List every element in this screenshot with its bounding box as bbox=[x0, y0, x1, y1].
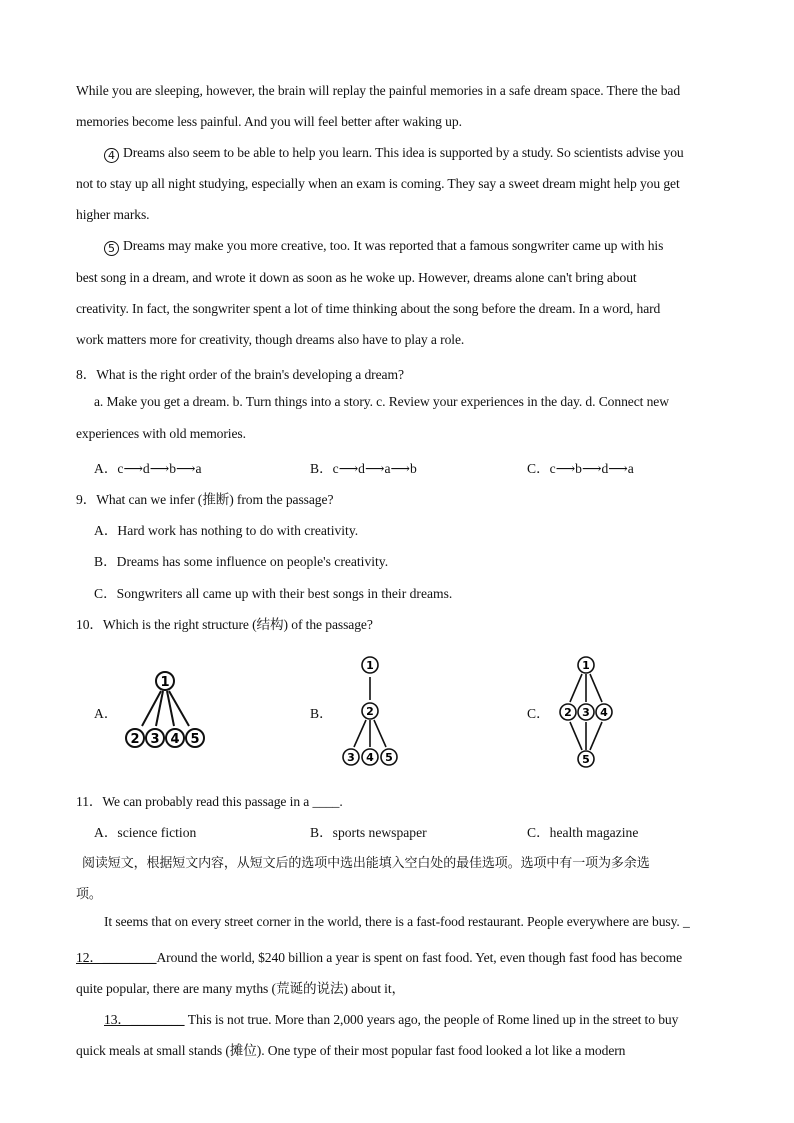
passage-line: It seems that on every street corner in the world, there is a fast-food restaurant. People everywhere are busy. _ bbox=[104, 914, 690, 929]
diagram-node-2: 2 bbox=[564, 706, 572, 719]
diagram-node-3: 3 bbox=[347, 751, 355, 764]
passage-text: Dreams may make you more creative, too. It was reported that a famous songwriter came up with his bbox=[123, 238, 664, 253]
option-10b[interactable]: B． bbox=[310, 706, 333, 721]
diagram-node-1: 1 bbox=[160, 675, 170, 690]
structure-diagram-b bbox=[335, 653, 410, 771]
section-instructions: 阅读短文，根据短文内容，从短文后的选项中选出能填入空白处的最佳选项。选项中有一项为多余选 bbox=[82, 856, 650, 871]
diagram-node-1: 1 bbox=[366, 659, 374, 672]
blank-13[interactable]: 13．________ bbox=[104, 1012, 185, 1027]
diagram-node-5: 5 bbox=[582, 753, 590, 766]
option-8b[interactable]: B．c⟶d⟶a⟶b bbox=[310, 461, 417, 476]
passage-line bbox=[76, 946, 682, 966]
question-10-stem: 10．Which is the right structure (结构) of the passage? bbox=[76, 617, 373, 632]
option-10c[interactable]: C． bbox=[527, 706, 550, 721]
question-8-info: a. Make you get a dream. b. Turn things into a story. c. Review your experiences in the day. d. Connect new bbox=[94, 394, 669, 409]
section-instructions: 项。 bbox=[76, 887, 102, 902]
passage-line: work matters more for creativity, though dreams also have to play a role. bbox=[76, 332, 465, 347]
passage-line: memories become less painful. And you will feel better after waking up. bbox=[76, 114, 462, 129]
option-10a[interactable]: A． bbox=[94, 706, 118, 721]
structure-diagram-a bbox=[118, 664, 213, 754]
question-11-stem: 11．We can probably read this passage in a ____. bbox=[76, 794, 343, 809]
passage-line: higher marks. bbox=[76, 207, 150, 222]
diagram-node-4: 4 bbox=[366, 751, 374, 764]
passage-line: quick meals at small stands (摊位). One type of their most popular fast food looked a lot like a modern bbox=[76, 1043, 626, 1058]
blank-12[interactable]: 12．________ bbox=[76, 950, 157, 965]
option-11b[interactable]: B．sports newspaper bbox=[310, 825, 427, 840]
passage-line: quite popular, there are many myths (荒诞的说法) about it， bbox=[76, 981, 406, 996]
structure-diagram-c bbox=[555, 653, 620, 771]
passage-line: not to stay up all night studying, especially when an exam is coming. They say a sweet dream might help you get bbox=[76, 176, 680, 191]
diagram-node-5: 5 bbox=[385, 751, 393, 764]
passage-line: creativity. In fact, the songwriter spent a lot of time thinking about the song before the dream. In a word, hard bbox=[76, 301, 661, 316]
option-9c[interactable]: C．Songwriters all came up with their best songs in their dreams. bbox=[94, 586, 453, 601]
diagram-node-3: 3 bbox=[582, 706, 590, 719]
question-8-stem: 8．What is the right order of the brain's developing a dream? bbox=[76, 367, 404, 382]
circled-number-5: 5 bbox=[104, 241, 119, 256]
diagram-node-3: 3 bbox=[150, 732, 160, 747]
diagram-node-5: 5 bbox=[190, 732, 200, 747]
diagram-node-2: 2 bbox=[130, 732, 140, 747]
diagram-node-1: 1 bbox=[582, 659, 590, 672]
passage-line: best song in a dream, and wrote it down as soon as he woke up. However, dreams alone can't bring about bbox=[76, 270, 637, 285]
passage-text: This is not true. More than 2,000 years ago, the people of Rome lined up in the street to buy bbox=[187, 1012, 679, 1027]
diagram-node-4: 4 bbox=[600, 706, 608, 719]
option-11c[interactable]: C．health magazine bbox=[527, 825, 639, 840]
option-9a[interactable]: A．Hard work has nothing to do with creativity. bbox=[94, 523, 359, 538]
question-9-stem: 9．What can we infer (推断) from the passage? bbox=[76, 492, 334, 507]
option-8c[interactable]: C．c⟶b⟶d⟶a bbox=[527, 461, 634, 476]
question-8-info: experiences with old memories. bbox=[76, 426, 246, 441]
passage-line: While you are sleeping, however, the brain will replay the painful memories in a safe dream space. There the bad bbox=[76, 83, 681, 98]
passage-text: Around the world, $240 billion a year is spent on fast food. Yet, even though fast food has become bbox=[156, 950, 683, 965]
passage-line bbox=[104, 1008, 678, 1028]
diagram-node-4: 4 bbox=[170, 732, 180, 747]
paragraph-4 bbox=[104, 145, 684, 163]
option-11a[interactable]: A．science fiction bbox=[94, 825, 197, 840]
option-9b[interactable]: B．Dreams has some influence on people's creativity. bbox=[94, 554, 389, 569]
passage-text: Dreams also seem to be able to help you learn. This idea is supported by a study. So scientists advise you bbox=[123, 145, 684, 160]
diagram-node-2: 2 bbox=[366, 705, 374, 718]
circled-number-4: 4 bbox=[104, 148, 119, 163]
option-8a[interactable]: A．c⟶d⟶b⟶a bbox=[94, 461, 202, 476]
paragraph-5 bbox=[104, 238, 663, 256]
